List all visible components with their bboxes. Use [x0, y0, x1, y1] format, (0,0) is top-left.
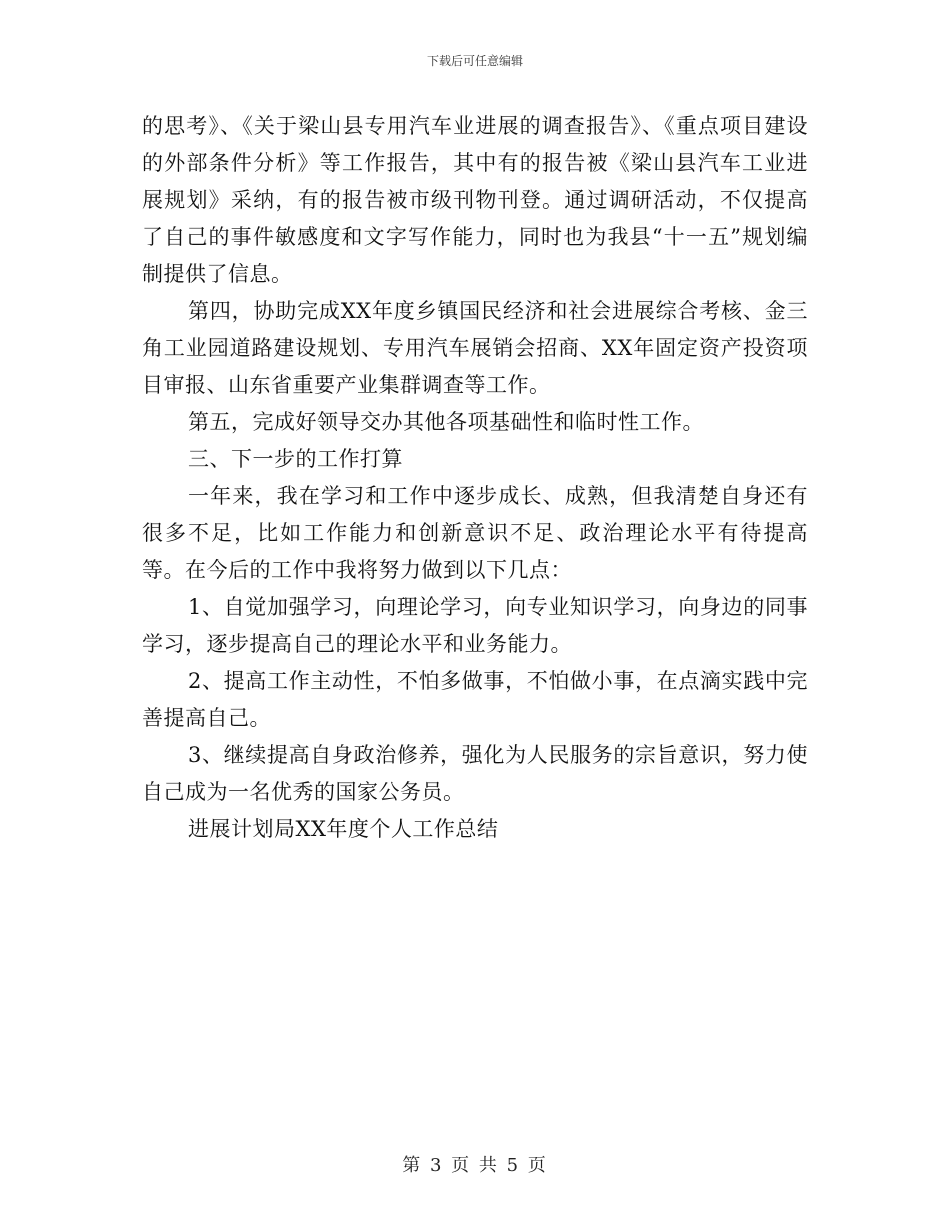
section-heading-next-steps: 三、下一步的工作打算	[188, 447, 403, 471]
paragraph-plan-one: 1、自觉加强学习，向理论学习，向专业知识学习，向身边的同事学习，逐步提高自己的理论水平和业务能力。	[142, 595, 808, 656]
paragraph-plan-three: 3、继续提高自身政治修养，强化为人民服务的宗旨意识，努力使自己成为一名优秀的国家公务员。	[142, 743, 808, 804]
document-body	[142, 108, 808, 848]
page-header: 下载后可任意编辑	[426, 54, 523, 68]
paragraph-continuation: 的思考》、《关于梁山县专用汽车业进展的调查报告》、《重点项目建设的外部条件分析》等工作报告，其中有的报告被《梁山县汽车工业进展规划》采纳，有的报告被市级刊物刊登。通过调研活动，不仅提高了自己的事件敏感度和文字写作能力，同时也为我县“十一五”规划编制提供了信息。	[142, 114, 808, 286]
page-number-footer: 第 3 页 共 5 页	[402, 1155, 548, 1176]
document-title-line: 进展计划局XX年度个人工作总结	[188, 817, 499, 841]
paragraph-item-four: 第四，协助完成XX年度乡镇国民经济和社会进展综合考核、金三角工业园道路建设规划、专用汽车展销会招商、XX年固定资产投资项目审报、山东省重要产业集群调查等工作。	[142, 299, 808, 397]
paragraph-plan-two: 2、提高工作主动性，不怕多做事，不怕做小事，在点滴实践中完善提高自己。	[142, 669, 808, 730]
paragraph-item-five: 第五，完成好领导交办其他各项基础性和临时性工作。	[188, 410, 704, 434]
paragraph-intro-plan: 一年来，我在学习和工作中逐步成长、成熟，但我清楚自身还有很多不足，比如工作能力和创新意识不足、政治理论水平有待提高等。在今后的工作中我将努力做到以下几点：	[142, 484, 808, 582]
